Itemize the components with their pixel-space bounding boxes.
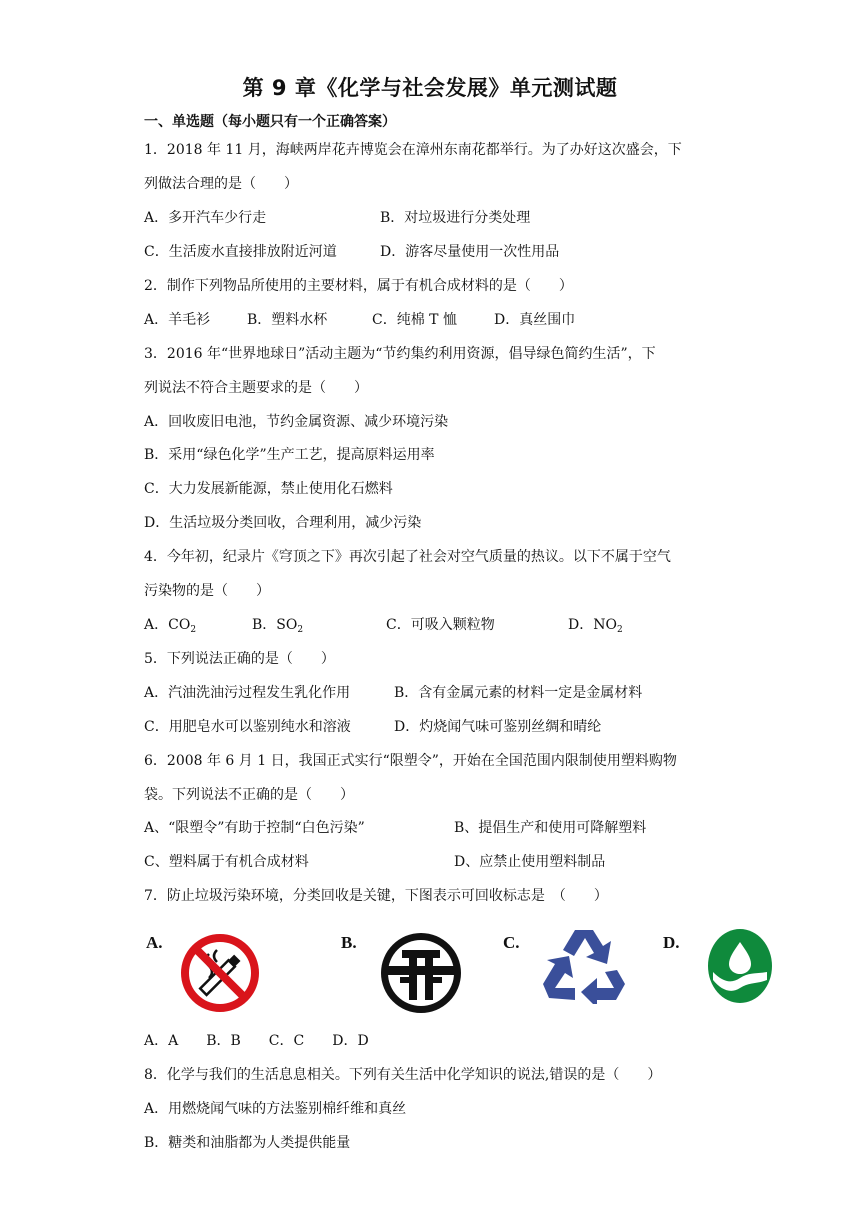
q6-option-d: D、应禁止使用塑料制品: [454, 854, 606, 870]
q4-stem-line1: 4．今年初，纪录片《穹顶之下》再次引起了社会对空气质量的热议。以下不属于空气: [144, 549, 671, 565]
q6-option-a: A、“限塑令”有助于控制“白色污染”: [144, 820, 365, 836]
q1-stem-line2: 列做法合理的是（ ）: [144, 176, 298, 192]
q3-option-a: A．回收废旧电池，节约金属资源、减少环境污染: [144, 414, 449, 430]
q5-option-b: B．含有金属元素的材料一定是金属材料: [394, 685, 643, 701]
water-saving-icon: [707, 928, 773, 1004]
q1-option-a: A．多开汽车少行走: [144, 210, 267, 226]
q4-option-d: [568, 615, 623, 640]
q4-option-b-text: B．SO: [252, 617, 298, 633]
q3-option-c: C．大力发展新能源，禁止使用化石燃料: [144, 481, 393, 497]
q8-stem: 8．化学与我们的生活息息相关。下列有关生活中化学知识的说法,错误的是（ ）: [144, 1067, 662, 1083]
q3-option-b: B．采用“绿色化学”生产工艺，提高原料运用率: [144, 447, 435, 463]
q3-stem-line2: 列说法不符合主题要求的是（ ）: [144, 380, 368, 396]
q4-option-a-subscript: 2: [190, 625, 197, 635]
q2-option-c: C．纯棉 T 恤: [372, 312, 457, 328]
q5-option-c: C．用肥皂水可以鉴别纯水和溶液: [144, 719, 351, 735]
q2-option-d: D．真丝围巾: [494, 312, 576, 328]
q7-logo-label-c: C.: [503, 933, 520, 952]
q3-stem-line1: 3．2016 年“世界地球日”活动主题为“节约集约利用资源，倡导绿色简约生活”，下: [144, 346, 656, 362]
q4-option-a-text: A．CO: [144, 617, 191, 633]
q7-logo-label-b: B.: [341, 933, 357, 952]
q1-stem-line1: 1．2018 年 11 月，海峡两岸花卉博览会在漳州东南花都举行。为了办好这次盛会，下: [144, 142, 682, 158]
q4-option-c: C．可吸入颗粒物: [386, 617, 495, 633]
q7-logo-label-d: D.: [663, 933, 680, 952]
recycle-icon: [541, 926, 627, 1004]
q1-option-d: D．游客尽量使用一次性用品: [380, 244, 560, 260]
q4-option-d-subscript: 2: [616, 625, 623, 635]
q1-option-b: B．对垃圾进行分类处理: [380, 210, 531, 226]
document-title: 第 9 章《化学与社会发展》单元测试题: [242, 76, 618, 100]
q2-stem: 2．制作下列物品所使用的主要材料，属于有机合成材料的是（ ）: [144, 278, 573, 294]
q3-option-d: D．生活垃圾分类回收，合理利用，减少污染: [144, 515, 422, 531]
q1-option-c: C．生活废水直接排放附近河道: [144, 244, 337, 260]
q5-option-d: D．灼烧闻气味可鉴别丝绸和晴纶: [394, 719, 602, 735]
q4-option-a: [144, 615, 196, 640]
circle-symbol-icon: [378, 930, 464, 1016]
q7-options: A．A B．B C．C D．D: [144, 1033, 369, 1049]
q8-option-b: B．糖类和油脂都为人类提供能量: [144, 1135, 351, 1151]
q6-option-b: B、提倡生产和使用可降解塑料: [454, 820, 647, 836]
q2-option-a: A．羊毛衫: [144, 312, 211, 328]
q4-option-b-subscript: 2: [297, 625, 304, 635]
q7-logo-label-a: A.: [146, 933, 163, 952]
q4-stem-line2: 污染物的是（ ）: [144, 583, 270, 599]
no-smoking-icon: [179, 932, 261, 1014]
section-heading: 一、单选题（每小题只有一个正确答案）: [144, 114, 396, 130]
q5-option-a: A．汽油洗油污过程发生乳化作用: [144, 685, 351, 701]
q5-stem: 5．下列说法正确的是（ ）: [144, 651, 335, 667]
q2-option-b: B．塑料水杯: [247, 312, 328, 328]
q6-stem-line1: 6．2008 年 6 月 1 日，我国正式实行“限塑令”，开始在全国范围内限制使用塑料购物: [144, 753, 677, 769]
q7-stem: 7．防止垃圾污染环境，分类回收是关键，下图表示可回收标志是 （ ）: [144, 888, 608, 904]
q6-stem-line2: 袋。下列说法不正确的是（ ）: [144, 787, 354, 803]
q6-option-c: C、塑料属于有机合成材料: [144, 854, 309, 870]
q4-option-b: [252, 615, 303, 640]
q8-option-a: A．用燃烧闻气味的方法鉴别棉纤维和真丝: [144, 1101, 407, 1117]
q4-option-d-text: D．NO: [568, 617, 617, 633]
